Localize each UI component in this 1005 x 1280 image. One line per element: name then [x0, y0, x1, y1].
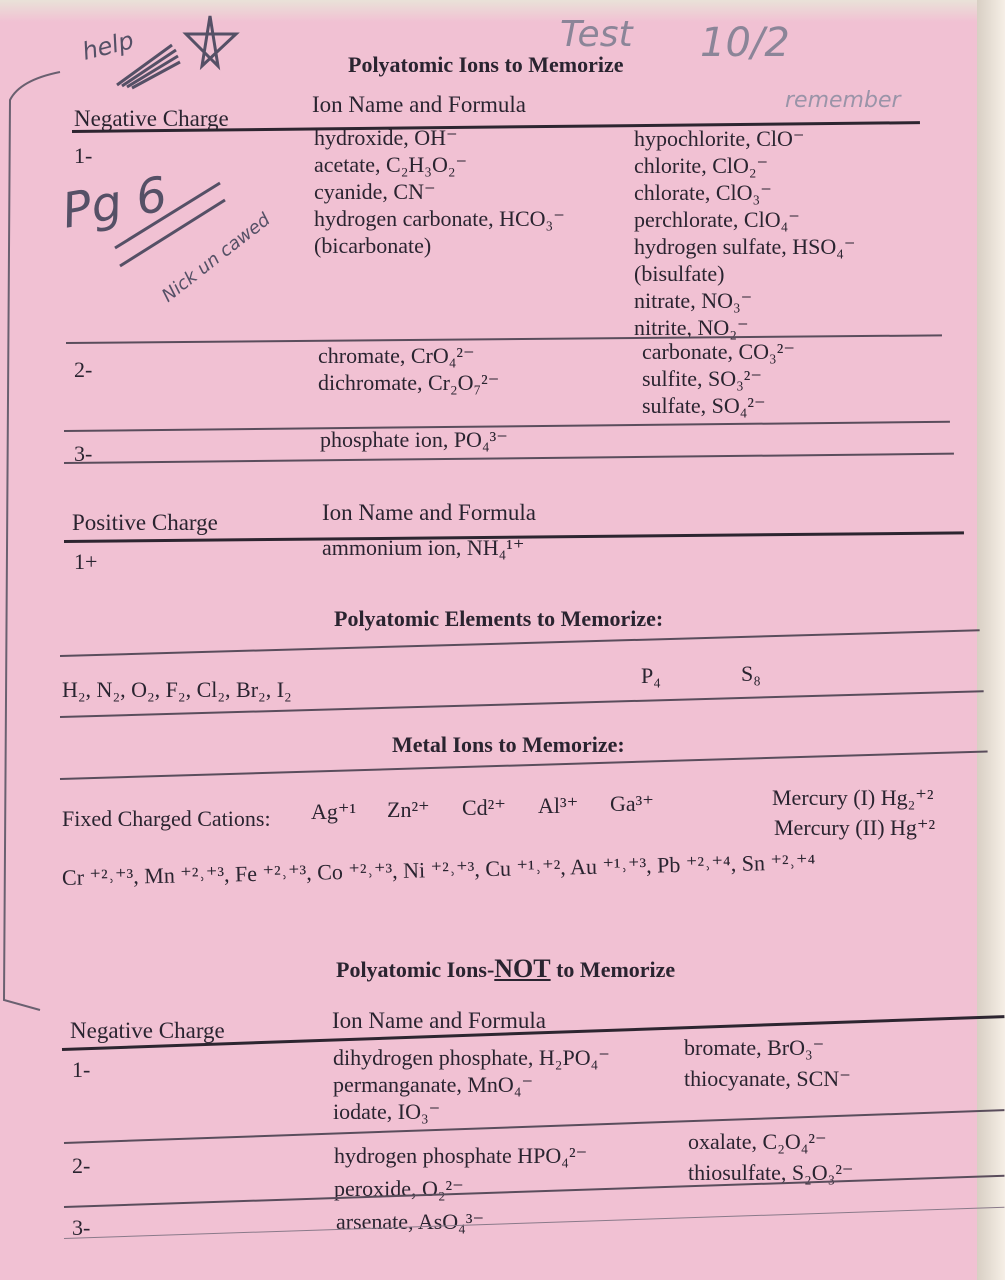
section1-col-ion: Ion Name and Formula: [312, 92, 526, 117]
section2-col-charge: Positive Charge: [72, 510, 218, 535]
list-item: sulfite, SO₃²⁻: [642, 366, 762, 391]
list-item: chromate, CrO₄²⁻: [318, 343, 475, 368]
list-item: dihydrogen phosphate, H₂PO₄⁻: [333, 1045, 610, 1070]
section5-charge-2: 2-: [72, 1153, 91, 1178]
list-item: hypochlorite, ClO⁻: [634, 126, 805, 151]
section5-title: [336, 954, 675, 984]
list-item: dichromate, Cr₂O₇²⁻: [318, 370, 500, 395]
handwritten-remember: remember: [785, 88, 901, 113]
section3-p4: P₄: [641, 663, 661, 688]
section1-2-right-list: [642, 338, 795, 419]
handwritten-help: help: [79, 26, 137, 66]
section1-charge-3: 3-: [74, 441, 93, 466]
section5-title-post: to Memorize: [550, 957, 676, 982]
section5-title-not: NOT: [494, 954, 551, 983]
handwritten-note: Nick un cawed: [158, 209, 275, 307]
section5-charge-1: 1-: [72, 1057, 91, 1082]
section5-col-charge: Negative Charge: [70, 1018, 225, 1043]
variable-cations: Cr ⁺²˒⁺³, Mn ⁺²˒⁺³, Fe ⁺²˒⁺³, Co ⁺²˒⁺³, Ni ⁺²˒⁺³, Cu ⁺¹˒⁺², Au ⁺¹˒⁺³, Pb ⁺²˒⁺⁴, Sn ⁺²˒⁺⁴: [61, 849, 816, 890]
section5-1-right-list: [684, 1034, 851, 1092]
fixed-cation-cd: Cd²⁺: [462, 795, 506, 820]
section1-1-right-list: [634, 125, 856, 341]
margin-bracket-line: [0, 60, 70, 1020]
scribble-mark: [112, 40, 182, 90]
section5-3-left: arsenate, AsO₄³⁻: [336, 1209, 485, 1234]
list-item: cyanide, CN⁻: [314, 179, 436, 204]
list-item: oxalate, C₂O₄²⁻: [688, 1129, 827, 1154]
list-item: carbonate, CO₃²⁻: [642, 339, 795, 364]
section1-title: Polyatomic Ions to Memorize: [348, 52, 624, 77]
section2-ion: ammonium ion, NH₄¹⁺: [322, 535, 525, 560]
section4-title: Metal Ions to Memorize:: [392, 732, 625, 757]
list-item: peroxide, O₂²⁻: [334, 1176, 464, 1201]
list-item: nitrite, NO₂⁻: [634, 315, 749, 340]
fixed-cation-al: Al³⁺: [538, 793, 579, 818]
list-item: thiosulfate, S₂O₃²⁻: [688, 1160, 854, 1185]
section1-charge-2: 2-: [74, 357, 93, 382]
fixed-cations-label: Fixed Charged Cations:: [62, 806, 271, 831]
section2-col-ion: Ion Name and Formula: [322, 500, 536, 525]
fixed-cation-ag: Ag⁺¹: [311, 799, 357, 824]
list-item: sulfate, SO₄²⁻: [642, 393, 766, 418]
fixed-cation-zn: Zn²⁺: [387, 797, 430, 822]
section3-element-list: H₂, N₂, O₂, F₂, Cl₂, Br₂, I₂: [62, 677, 292, 702]
mercury-ii: Mercury (II) Hg⁺²: [774, 815, 936, 840]
mercury-i: Mercury (I) Hg₂⁺²: [772, 785, 934, 810]
list-item: nitrate, NO₃⁻: [634, 288, 753, 313]
section5-1-left-list: [333, 1044, 610, 1125]
section3-s8: S₈: [741, 661, 761, 686]
list-item: (bisulfate): [634, 261, 725, 286]
section5-2-right-list: [688, 1128, 854, 1186]
list-item: hydrogen carbonate, HCO₃⁻: [314, 206, 565, 231]
handwritten-page: Pg 6: [57, 166, 172, 240]
handwritten-test: Test: [560, 14, 633, 55]
handwritten-date: 10/2: [700, 20, 790, 66]
list-item: (bicarbonate): [314, 233, 432, 258]
list-item: permanganate, MnO₄⁻: [333, 1072, 534, 1097]
section1-1-left-list: [314, 124, 565, 259]
list-item: iodate, IO₃⁻: [333, 1099, 441, 1124]
section2-charge: 1+: [74, 549, 98, 574]
section1-col-charge: Negative Charge: [74, 106, 229, 131]
list-item: acetate, C₂H₃O₂⁻: [314, 152, 468, 177]
section5-charge-3: 3-: [72, 1215, 91, 1240]
section5-title-pre: Polyatomic Ions-: [336, 957, 495, 982]
list-item: hydrogen phosphate HPO₄²⁻: [334, 1143, 588, 1168]
page-right-edge: [977, 0, 1005, 1280]
section5-col-ion: Ion Name and Formula: [332, 1008, 546, 1033]
fixed-cation-ga: Ga³⁺: [610, 791, 654, 816]
list-item: hydrogen sulfate, HSO₄⁻: [634, 234, 856, 259]
list-item: thiocyanate, SCN⁻: [684, 1066, 851, 1091]
section1-charge-1: 1-: [74, 143, 93, 168]
list-item: chlorite, ClO₂⁻: [634, 153, 769, 178]
page-top-edge: [0, 0, 1005, 22]
section3-title: Polyatomic Elements to Memorize:: [334, 606, 664, 631]
list-item: perchlorate, ClO₄⁻: [634, 207, 800, 232]
section1-2-left-list: [318, 342, 499, 396]
list-item: hydroxide, OH⁻: [314, 125, 458, 150]
list-item: bromate, BrO₃⁻: [684, 1035, 825, 1060]
star-doodle-icon: [180, 12, 240, 74]
section1-3-left: phosphate ion, PO₄³⁻: [320, 427, 508, 452]
list-item: chlorate, ClO₃⁻: [634, 180, 772, 205]
